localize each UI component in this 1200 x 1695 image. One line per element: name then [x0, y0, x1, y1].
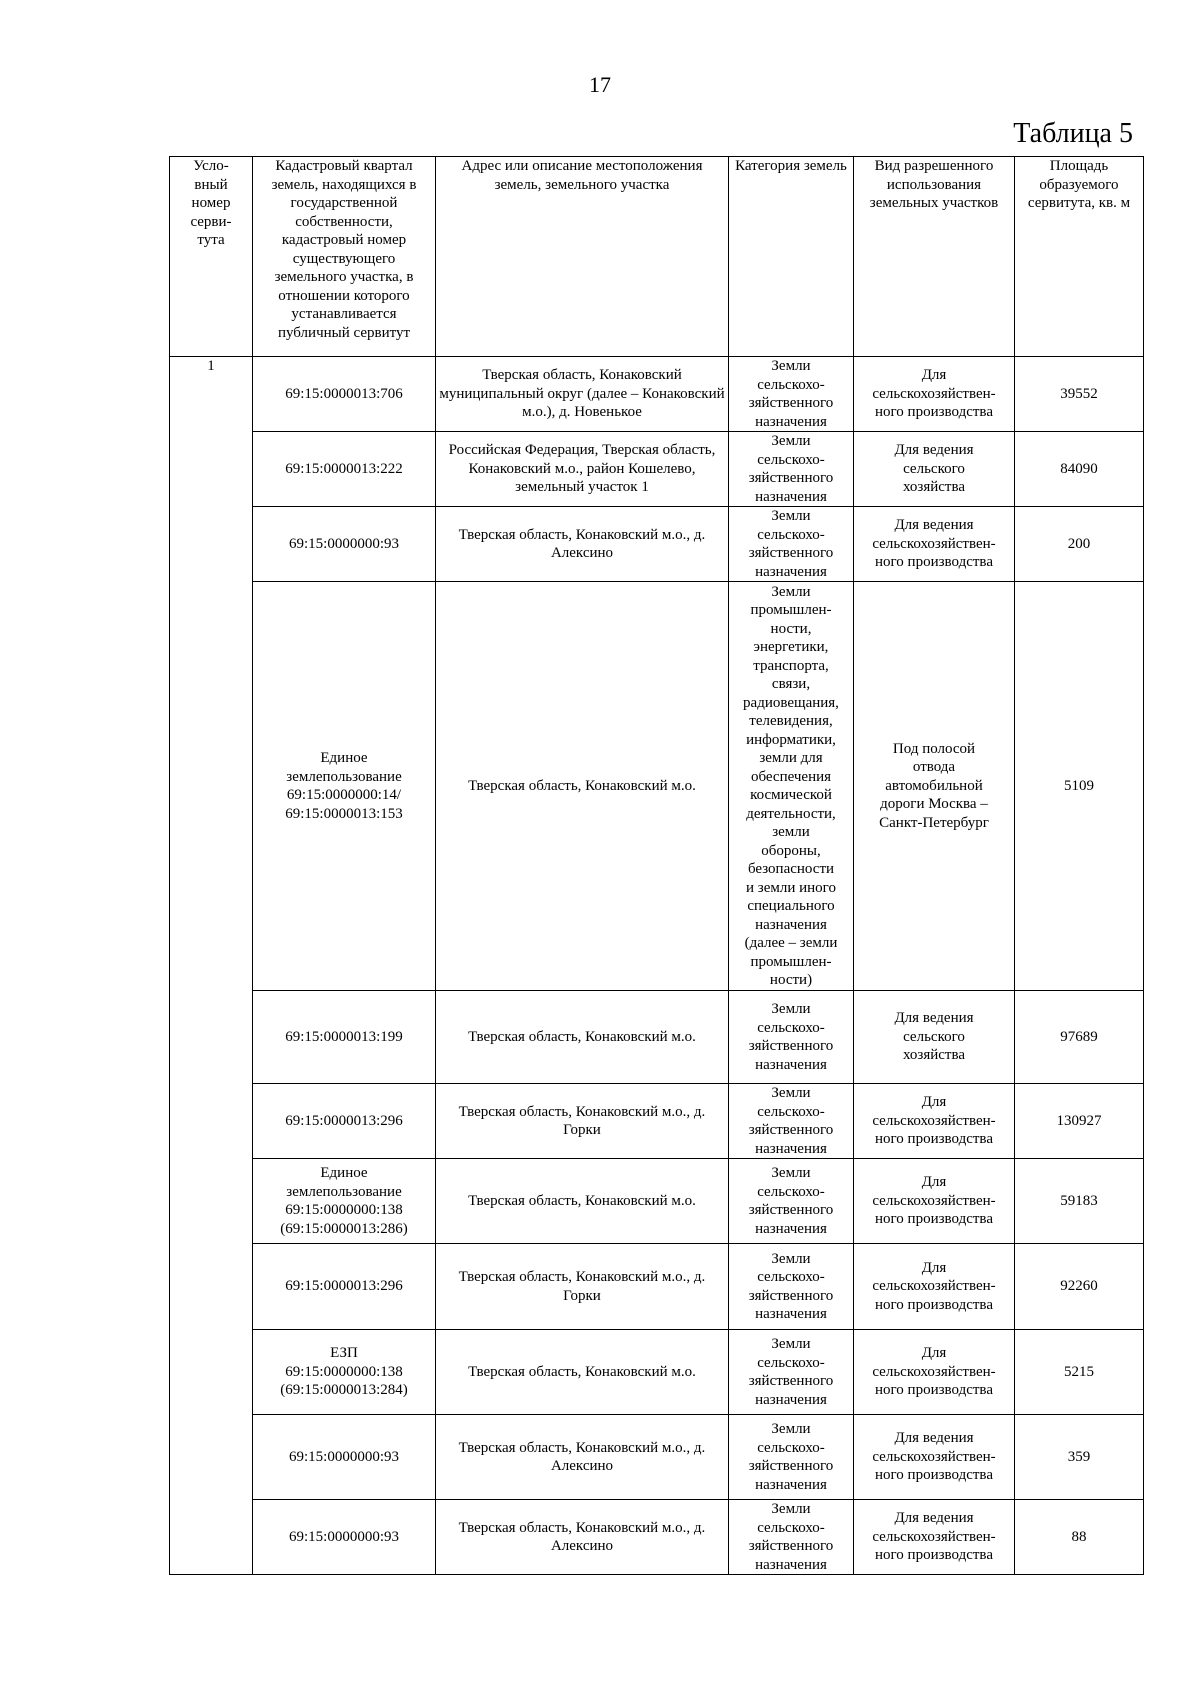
- table-header-row: [170, 157, 1144, 357]
- category-cell: Земли сельскохо- зяйственного назначения: [729, 507, 854, 582]
- cadastral-cell: Единое землепользование 69:15:0000000:14/ 69:15:0000013:153: [253, 582, 436, 991]
- cadastral-cell: 69:15:0000000:93: [253, 1415, 436, 1500]
- address-cell: Тверская область, Конаковский м.о., д. Алексино: [436, 1415, 729, 1500]
- category-cell: Земли сельскохо- зяйственного назначения: [729, 357, 854, 432]
- table-row: [170, 1244, 1144, 1330]
- cadastral-cell: ЕЗП 69:15:0000000:138 (69:15:0000013:284): [253, 1330, 436, 1415]
- category-cell: Земли сельскохо- зяйственного назначения: [729, 1244, 854, 1330]
- table-row: [170, 991, 1144, 1084]
- area-cell: 92260: [1015, 1244, 1144, 1330]
- category-cell: Земли промышлен- ности, энергетики, транспорта, связи, радиовещания, телевидения, информатики, земли для обеспечения космической деятельности, земли обороны, безопасности и земли иного специального назначения (далее – земли промышлен- ности): [729, 582, 854, 991]
- permitted-use-cell: Под полосой отвода автомобильной дороги Москва – Санкт-Петербург: [854, 582, 1015, 991]
- table-row: [170, 1500, 1144, 1575]
- header-servitude-number: Усло- вный номер серви- тута: [170, 157, 253, 357]
- table-row: [170, 1084, 1144, 1159]
- permitted-use-cell: Для ведения сельского хозяйства: [854, 432, 1015, 507]
- servitude-number-cell: 1: [170, 357, 253, 1575]
- cadastral-cell: 69:15:0000013:199: [253, 991, 436, 1084]
- area-cell: 5215: [1015, 1330, 1144, 1415]
- permitted-use-cell: Для сельскохозяйствен- ного производства: [854, 357, 1015, 432]
- table-row: [170, 1330, 1144, 1415]
- permitted-use-cell: Для сельскохозяйствен- ного производства: [854, 1244, 1015, 1330]
- table-row: [170, 357, 1144, 432]
- area-cell: 5109: [1015, 582, 1144, 991]
- cadastral-cell: Единое землепользование 69:15:0000000:138 (69:15:0000013:286): [253, 1159, 436, 1244]
- area-cell: 359: [1015, 1415, 1144, 1500]
- address-cell: Тверская область, Конаковский м.о., д. Горки: [436, 1084, 729, 1159]
- table-row: [170, 1159, 1144, 1244]
- area-cell: 84090: [1015, 432, 1144, 507]
- address-cell: Тверская область, Конаковский м.о.: [436, 582, 729, 991]
- address-cell: Российская Федерация, Тверская область, Конаковский м.о., район Кошелево, земельный участок 1: [436, 432, 729, 507]
- permitted-use-cell: Для ведения сельскохозяйствен- ного производства: [854, 507, 1015, 582]
- permitted-use-cell: Для ведения сельскохозяйствен- ного производства: [854, 1500, 1015, 1575]
- category-cell: Земли сельскохо- зяйственного назначения: [729, 1084, 854, 1159]
- category-cell: Земли сельскохо- зяйственного назначения: [729, 432, 854, 507]
- address-cell: Тверская область, Конаковский м.о., д. Алексино: [436, 1500, 729, 1575]
- cadastral-cell: 69:15:0000013:296: [253, 1244, 436, 1330]
- table-row: [170, 507, 1144, 582]
- cadastral-cell: 69:15:0000000:93: [253, 507, 436, 582]
- table-row: [170, 1415, 1144, 1500]
- address-cell: Тверская область, Конаковский муниципальный округ (далее – Конаковский м.о.), д. Новенькое: [436, 357, 729, 432]
- servitude-table: [169, 156, 1144, 1575]
- cadastral-cell: 69:15:0000000:93: [253, 1500, 436, 1575]
- category-cell: Земли сельскохо- зяйственного назначения: [729, 991, 854, 1084]
- category-cell: Земли сельскохо- зяйственного назначения: [729, 1415, 854, 1500]
- area-cell: 97689: [1015, 991, 1144, 1084]
- header-address: Адрес или описание местоположения земель, земельного участка: [436, 157, 729, 357]
- address-cell: Тверская область, Конаковский м.о.: [436, 1159, 729, 1244]
- area-cell: 39552: [1015, 357, 1144, 432]
- table-title: Таблица 5: [1013, 118, 1133, 149]
- table-row: [170, 582, 1144, 991]
- area-cell: 88: [1015, 1500, 1144, 1575]
- page-number: 17: [589, 72, 611, 97]
- address-cell: Тверская область, Конаковский м.о., д. Горки: [436, 1244, 729, 1330]
- permitted-use-cell: Для сельскохозяйствен- ного производства: [854, 1159, 1015, 1244]
- area-cell: 200: [1015, 507, 1144, 582]
- category-cell: Земли сельскохо- зяйственного назначения: [729, 1159, 854, 1244]
- header-area: Площадь образуемого сервитута, кв. м: [1015, 157, 1144, 357]
- category-cell: Земли сельскохо- зяйственного назначения: [729, 1500, 854, 1575]
- address-cell: Тверская область, Конаковский м.о.: [436, 1330, 729, 1415]
- area-cell: 59183: [1015, 1159, 1144, 1244]
- permitted-use-cell: Для ведения сельскохозяйствен- ного производства: [854, 1415, 1015, 1500]
- permitted-use-cell: Для ведения сельского хозяйства: [854, 991, 1015, 1084]
- permitted-use-cell: Для сельскохозяйствен- ного производства: [854, 1330, 1015, 1415]
- category-cell: Земли сельскохо- зяйственного назначения: [729, 1330, 854, 1415]
- header-category: Категория земель: [729, 157, 854, 357]
- address-cell: Тверская область, Конаковский м.о., д. Алексино: [436, 507, 729, 582]
- cadastral-cell: 69:15:0000013:706: [253, 357, 436, 432]
- cadastral-cell: 69:15:0000013:222: [253, 432, 436, 507]
- address-cell: Тверская область, Конаковский м.о.: [436, 991, 729, 1084]
- header-permitted-use: Вид разрешенного использования земельных участков: [854, 157, 1015, 357]
- header-cadastral: Кадастровый квартал земель, находящихся в государственной собственности, кадастровый номер существующего земельного участка, в отношении которого устанавливается публичный сервитут: [253, 157, 436, 357]
- table-row: [170, 432, 1144, 507]
- permitted-use-cell: Для сельскохозяйствен- ного производства: [854, 1084, 1015, 1159]
- area-cell: 130927: [1015, 1084, 1144, 1159]
- cadastral-cell: 69:15:0000013:296: [253, 1084, 436, 1159]
